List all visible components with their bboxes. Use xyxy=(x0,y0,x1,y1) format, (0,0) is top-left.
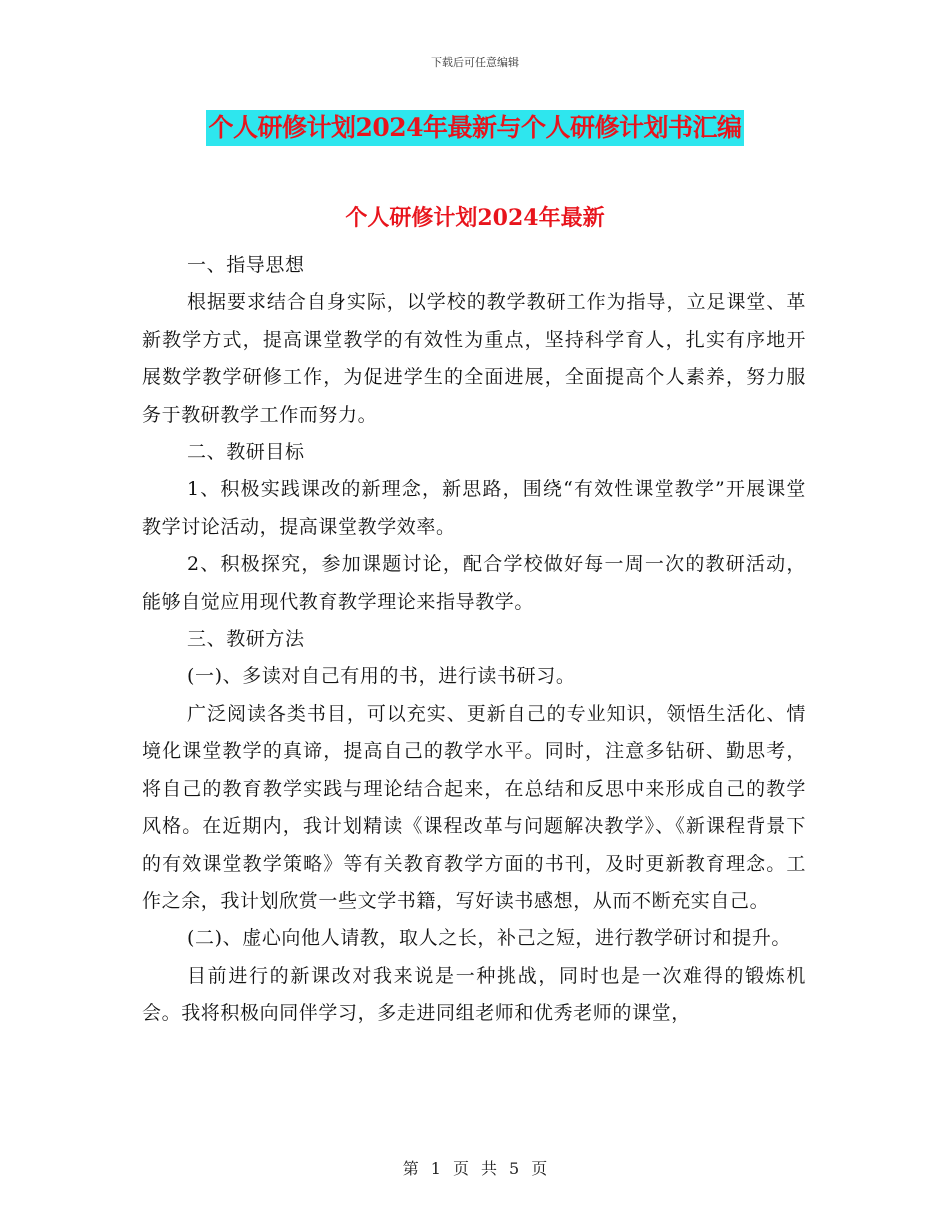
heading-guiding-ideology: 一、指导思想 xyxy=(187,254,305,276)
subheading-reading: (一)、多读对自己有用的书，进行读书研习。 xyxy=(187,665,576,688)
main-title-container xyxy=(0,110,950,146)
paragraph: 根据要求结合自身实际，以学校的教学教研工作为指导，立足课堂、革新教学方式，提高课堂教学的有效性为重点，坚持科学育人，扎实有序地开展数学教学研修工作，为促进学生的全面进展，全面提高个人素养，努力服务于教研教学工作而努力。 xyxy=(142,291,806,426)
paragraph: 广泛阅读各类书目，可以充实、更新自己的专业知识，领悟生活化、情境化课堂教学的真谛，提高自己的教学水平。同时，注意多钻研、勤思考，将自己的教育教学实践与理论结合起来，在总结和反思中来形成自己的教学风格。在近期内，我计划精读《课程改革与问题解决教学》、《新课程背景下的有效课堂教学策略》等有关教育教学方面的书刊，及时更新教育理念。工作之余，我计划欣赏一些文学书籍，写好读书感想，从而不断充实自己。 xyxy=(142,702,806,912)
heading-research-goals: 二、教研目标 xyxy=(187,441,305,464)
footer-page-word: 页 xyxy=(452,1159,469,1178)
paragraph: 目前进行的新课改对我来说是一种挑战，同时也是一次难得的锻炼机会。我将积极向同伴学习，多走进同组老师和优秀老师的课堂， xyxy=(142,964,806,1025)
page-header: 下载后可任意编辑 xyxy=(431,56,519,69)
footer-total-word: 共 xyxy=(481,1159,498,1178)
footer-page-number: 1 xyxy=(430,1159,441,1178)
footer-total-pages: 5 xyxy=(509,1159,520,1178)
body-text xyxy=(142,247,806,1033)
footer-prefix: 第 xyxy=(402,1159,419,1178)
paragraph: 1、积极实践课改的新理念，新思路，围绕“有效性课堂教学”开展课堂教学讨论活动，提高课堂教学效率。 xyxy=(142,478,806,538)
paragraph: 2、积极探究，参加课题讨论，配合学校做好每一周一次的教研活动，能够自觉应用现代教育教学理论来指导教学。 xyxy=(142,553,806,613)
section-title: 个人研修计划2024年最新 xyxy=(345,205,605,231)
heading-research-methods: 三、教研方法 xyxy=(187,628,305,651)
main-title: 个人研修计划2024年最新与个人研修计划书汇编 xyxy=(206,110,743,146)
footer-suffix: 页 xyxy=(531,1159,548,1178)
page-footer xyxy=(0,1156,950,1179)
subheading-learning-from-others: (二)、虚心向他人请教，取人之长，补己之短，进行教学研讨和提升。 xyxy=(187,927,792,950)
